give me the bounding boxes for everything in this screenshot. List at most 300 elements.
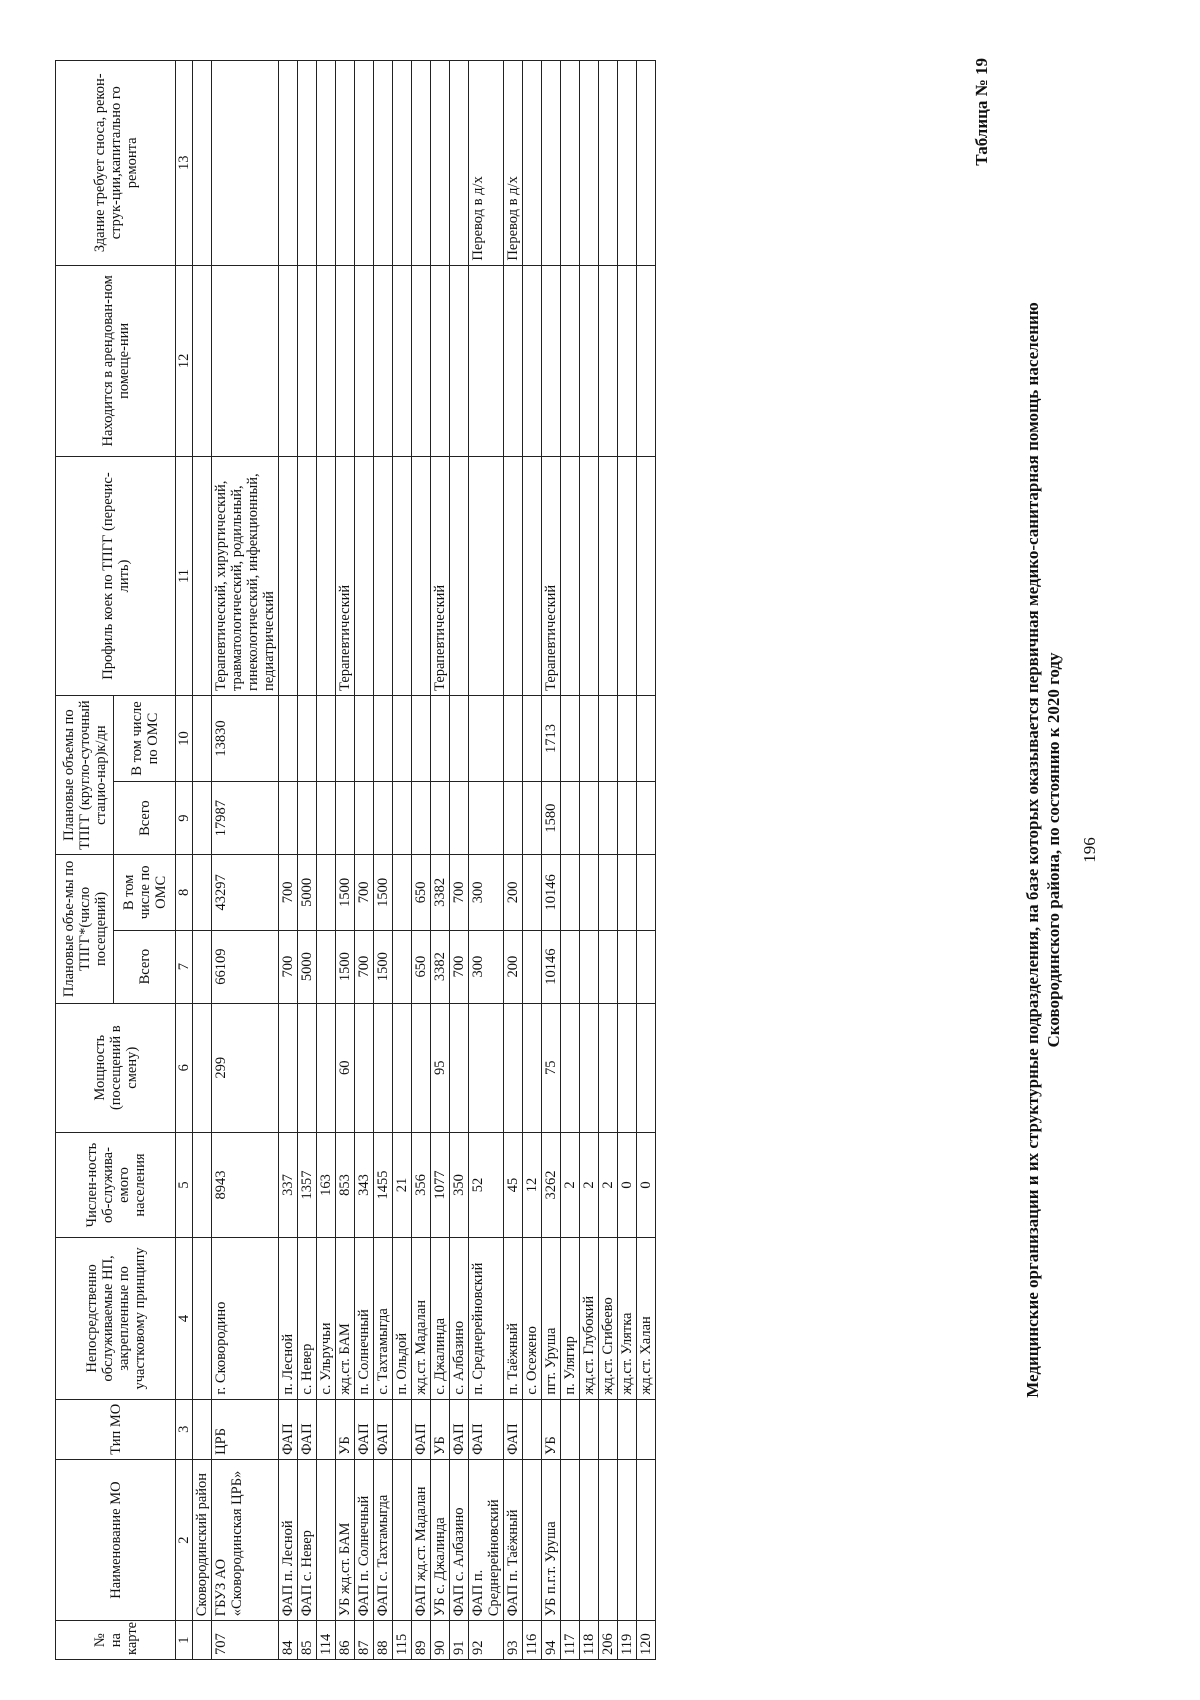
cell-inpatient-total: 1580	[542, 782, 561, 855]
cell-facility-type: ФАП	[355, 1399, 374, 1459]
cell-population: 853	[336, 1132, 355, 1237]
cell-visits-oms	[523, 855, 542, 930]
cell-facility-type	[618, 1399, 637, 1459]
cell-inpatient-total	[580, 782, 599, 855]
cell-inpatient-oms: 13830	[212, 695, 279, 781]
cell-visits-total	[561, 930, 580, 1003]
cell-facility-type	[317, 1399, 336, 1459]
cell-population: 8943	[212, 1132, 279, 1237]
cell-visits-oms: 5000	[298, 855, 317, 930]
cell-capacity	[561, 1003, 580, 1132]
cell-facility-type: УБ	[542, 1399, 561, 1459]
cell-inpatient-total	[336, 782, 355, 855]
cell-visits-total	[317, 930, 336, 1003]
cell-map-number: 707	[212, 1621, 279, 1660]
cell-visits-oms: 700	[355, 855, 374, 930]
cell-facility-name: УБ с. Джалинда	[431, 1459, 450, 1620]
cell-visits-oms: 200	[504, 855, 523, 930]
cell-visits-oms	[393, 855, 412, 930]
table-row	[431, 61, 450, 1660]
cell-population: 12	[523, 1132, 542, 1237]
cell-facility-type	[561, 1399, 580, 1459]
cell-visits-oms: 10146	[542, 855, 561, 930]
cell-map-number: 93	[504, 1621, 523, 1660]
cell-rented	[637, 265, 656, 457]
document-title	[1022, 60, 1064, 1640]
cell-inpatient-oms	[580, 695, 599, 781]
cell-visits-total: 700	[279, 930, 298, 1003]
cell-settlement: п. Солнечный	[355, 1238, 374, 1399]
cell-rented	[412, 265, 431, 457]
column-number: 9	[176, 782, 193, 855]
cell-inpatient-oms: 1713	[542, 695, 561, 781]
cell-rented	[469, 265, 504, 457]
cell-inpatient-oms	[374, 695, 393, 781]
cell-inpatient-oms	[298, 695, 317, 781]
header-bed-profile: Профиль коек по ТПГГ (перечис-лить)	[56, 457, 176, 696]
cell-inpatient-total	[279, 782, 298, 855]
cell-inpatient-oms	[393, 695, 412, 781]
cell-settlement: с. Тахтамыгда	[374, 1238, 393, 1399]
cell-settlement: жд.ст. Улятка	[618, 1238, 637, 1399]
cell-visits-total: 300	[469, 930, 504, 1003]
cell-facility-type: ФАП	[412, 1399, 431, 1459]
cell-facility-name	[599, 1459, 618, 1620]
cell-capacity	[504, 1003, 523, 1132]
cell-rented	[279, 265, 298, 457]
header-type: Тип МО	[56, 1399, 176, 1459]
facilities-table	[55, 60, 656, 1660]
column-number: 12	[176, 265, 193, 457]
cell-repair	[618, 61, 637, 266]
cell-population: 3262	[542, 1132, 561, 1237]
cell-repair	[193, 61, 212, 266]
cell-capacity	[450, 1003, 469, 1132]
column-number: 1	[176, 1621, 193, 1660]
cell-facility-type: ФАП	[504, 1399, 523, 1459]
cell-rented	[374, 265, 393, 457]
cell-settlement: жд.ст. БАМ	[336, 1238, 355, 1399]
cell-population: 1077	[431, 1132, 450, 1237]
cell-inpatient-oms	[279, 695, 298, 781]
cell-capacity	[317, 1003, 336, 1132]
cell-map-number: 91	[450, 1621, 469, 1660]
cell-bed-profile	[504, 457, 523, 696]
cell-facility-name: ФАП с. Албазино	[450, 1459, 469, 1620]
cell-inpatient-total	[374, 782, 393, 855]
cell-inpatient-oms	[412, 695, 431, 781]
cell-inpatient-oms	[450, 695, 469, 781]
cell-bed-profile	[618, 457, 637, 696]
column-number: 6	[176, 1003, 193, 1132]
cell-bed-profile	[580, 457, 599, 696]
cell-capacity	[298, 1003, 317, 1132]
cell-inpatient-oms	[469, 695, 504, 781]
cell-capacity	[637, 1003, 656, 1132]
cell-map-number: 89	[412, 1621, 431, 1660]
cell-inpatient-oms	[504, 695, 523, 781]
cell-rented	[298, 265, 317, 457]
table-row	[412, 61, 431, 1660]
cell-facility-name	[580, 1459, 599, 1620]
cell-rented	[523, 265, 542, 457]
cell-map-number: 90	[431, 1621, 450, 1660]
cell-facility-type	[599, 1399, 618, 1459]
cell-population: 2	[561, 1132, 580, 1237]
cell-visits-total	[618, 930, 637, 1003]
cell-repair	[561, 61, 580, 266]
cell-inpatient-oms	[193, 695, 212, 781]
cell-settlement: с. Джалинда	[431, 1238, 450, 1399]
cell-inpatient-total	[431, 782, 450, 855]
cell-bed-profile	[393, 457, 412, 696]
cell-visits-oms: 43297	[212, 855, 279, 930]
cell-population: 2	[580, 1132, 599, 1237]
cell-population: 45	[504, 1132, 523, 1237]
cell-bed-profile: Терапевтический, хирургический, травматологический, родильный, гинекологический, инфекционный, педиатрический	[212, 457, 279, 696]
cell-visits-oms: 700	[279, 855, 298, 930]
table-row	[469, 61, 504, 1660]
cell-rented	[504, 265, 523, 457]
cell-capacity	[599, 1003, 618, 1132]
cell-visits-total: 1500	[374, 930, 393, 1003]
cell-repair	[393, 61, 412, 266]
cell-visits-total: 1500	[336, 930, 355, 1003]
cell-inpatient-total	[193, 782, 212, 855]
cell-inpatient-total	[523, 782, 542, 855]
column-number: 5	[176, 1132, 193, 1237]
cell-rented	[355, 265, 374, 457]
cell-settlement: с. Албазино	[450, 1238, 469, 1399]
cell-inpatient-oms	[637, 695, 656, 781]
cell-capacity	[618, 1003, 637, 1132]
header-inpatient-total: Всего	[114, 782, 176, 855]
cell-capacity	[393, 1003, 412, 1132]
header-visits-oms: В том числе по ОМС	[114, 855, 176, 930]
cell-capacity	[469, 1003, 504, 1132]
title-line-2: Сковородинского района, по состоянию к 2020 году	[1044, 652, 1063, 1048]
cell-map-number: 206	[599, 1621, 618, 1660]
cell-visits-oms	[580, 855, 599, 930]
cell-facility-name: ФАП п. Солнечный	[355, 1459, 374, 1620]
cell-capacity	[523, 1003, 542, 1132]
table-row	[212, 61, 279, 1660]
cell-facility-type: УБ	[431, 1399, 450, 1459]
cell-visits-oms: 700	[450, 855, 469, 930]
page-number: 196	[1080, 837, 1099, 863]
cell-inpatient-oms	[599, 695, 618, 781]
cell-inpatient-oms	[431, 695, 450, 781]
cell-rented	[580, 265, 599, 457]
cell-facility-type: ФАП	[469, 1399, 504, 1459]
cell-inpatient-total	[450, 782, 469, 855]
cell-settlement: п. Среднерейновский	[469, 1238, 504, 1399]
cell-inpatient-total	[412, 782, 431, 855]
cell-facility-type: УБ	[336, 1399, 355, 1459]
cell-capacity: 75	[542, 1003, 561, 1132]
column-numbers-row	[176, 61, 193, 1660]
cell-settlement: с. Невер	[298, 1238, 317, 1399]
column-number: 10	[176, 695, 193, 781]
cell-facility-type: ФАП	[279, 1399, 298, 1459]
header-name: Наименование МО	[56, 1459, 176, 1620]
cell-rented	[317, 265, 336, 457]
cell-map-number: 88	[374, 1621, 393, 1660]
cell-capacity: 95	[431, 1003, 450, 1132]
column-number: 11	[176, 457, 193, 696]
cell-inpatient-total: 17987	[212, 782, 279, 855]
cell-settlement: жд.ст. Сгибеево	[599, 1238, 618, 1399]
cell-facility-type	[393, 1399, 412, 1459]
header-visits-total: Всего	[114, 930, 176, 1003]
cell-repair	[450, 61, 469, 266]
cell-repair	[599, 61, 618, 266]
table-row	[637, 61, 656, 1660]
title-line-1: Медицинские организации и их структурные подразделения, на базе которых оказывается первичная медико-санитарная помощь населению	[1023, 302, 1042, 1398]
cell-repair	[523, 61, 542, 266]
cell-settlement: п. Улягир	[561, 1238, 580, 1399]
cell-visits-total	[599, 930, 618, 1003]
cell-facility-name: ГБУЗ АО «Сковородинская ЦРБ»	[212, 1459, 279, 1620]
cell-facility-name: УБ жд.ст. БАМ	[336, 1459, 355, 1620]
cell-map-number: 86	[336, 1621, 355, 1660]
cell-map-number: 114	[317, 1621, 336, 1660]
cell-map-number: 119	[618, 1621, 637, 1660]
cell-visits-oms	[599, 855, 618, 930]
cell-settlement: п. Таёжный	[504, 1238, 523, 1399]
column-number: 8	[176, 855, 193, 930]
cell-inpatient-oms	[317, 695, 336, 781]
cell-facility-name	[637, 1459, 656, 1620]
cell-bed-profile	[637, 457, 656, 696]
cell-population: 52	[469, 1132, 504, 1237]
cell-visits-total: 5000	[298, 930, 317, 1003]
cell-rented	[431, 265, 450, 457]
cell-inpatient-total	[561, 782, 580, 855]
table-body	[193, 61, 656, 1660]
table-row	[542, 61, 561, 1660]
cell-inpatient-total	[393, 782, 412, 855]
cell-population: 21	[393, 1132, 412, 1237]
cell-repair	[580, 61, 599, 266]
cell-repair	[431, 61, 450, 266]
cell-bed-profile	[374, 457, 393, 696]
cell-facility-name: Сковородинский район	[193, 1459, 212, 1620]
cell-inpatient-total	[618, 782, 637, 855]
cell-repair	[298, 61, 317, 266]
cell-facility-name	[618, 1459, 637, 1620]
cell-facility-type: ФАП	[298, 1399, 317, 1459]
table-row	[450, 61, 469, 1660]
cell-facility-type	[637, 1399, 656, 1459]
cell-facility-name: ФАП с. Тахтамыгда	[374, 1459, 393, 1620]
cell-visits-total	[193, 930, 212, 1003]
cell-facility-name	[561, 1459, 580, 1620]
cell-bed-profile	[523, 457, 542, 696]
cell-population: 350	[450, 1132, 469, 1237]
cell-rented	[618, 265, 637, 457]
cell-facility-type	[523, 1399, 542, 1459]
table-row	[523, 61, 542, 1660]
cell-facility-type	[580, 1399, 599, 1459]
cell-bed-profile: Терапевтический	[431, 457, 450, 696]
cell-repair: Перевод в д/х	[504, 61, 523, 266]
cell-rented	[599, 265, 618, 457]
header-inpatient: Плановые объемы по ТПГГ (кругло-суточный стацио-нар)к/дн	[56, 695, 114, 854]
cell-visits-oms	[637, 855, 656, 930]
cell-population	[193, 1132, 212, 1237]
cell-visits-oms	[193, 855, 212, 930]
cell-population: 337	[279, 1132, 298, 1237]
table-row	[393, 61, 412, 1660]
cell-rented	[561, 265, 580, 457]
cell-visits-total: 10146	[542, 930, 561, 1003]
cell-visits-oms: 300	[469, 855, 504, 930]
cell-repair	[374, 61, 393, 266]
cell-visits-total: 650	[412, 930, 431, 1003]
cell-visits-oms	[618, 855, 637, 930]
cell-map-number: 116	[523, 1621, 542, 1660]
cell-population: 1455	[374, 1132, 393, 1237]
cell-visits-total: 200	[504, 930, 523, 1003]
column-number: 2	[176, 1459, 193, 1620]
cell-visits-total	[393, 930, 412, 1003]
table-row	[298, 61, 317, 1660]
cell-visits-total: 66109	[212, 930, 279, 1003]
cell-capacity	[279, 1003, 298, 1132]
cell-repair	[542, 61, 561, 266]
cell-inpatient-oms	[618, 695, 637, 781]
cell-capacity: 60	[336, 1003, 355, 1132]
cell-population: 163	[317, 1132, 336, 1237]
cell-facility-name	[317, 1459, 336, 1620]
cell-bed-profile	[193, 457, 212, 696]
cell-capacity	[412, 1003, 431, 1132]
cell-map-number: 87	[355, 1621, 374, 1660]
cell-map-number: 92	[469, 1621, 504, 1660]
cell-visits-total	[580, 930, 599, 1003]
cell-population: 0	[618, 1132, 637, 1237]
cell-repair: Перевод в д/х	[469, 61, 504, 266]
table-row	[599, 61, 618, 1660]
cell-inpatient-total	[355, 782, 374, 855]
cell-population: 2	[599, 1132, 618, 1237]
header-inpatient-oms: В том числе по ОМС	[114, 695, 176, 781]
cell-rented	[542, 265, 561, 457]
cell-bed-profile	[561, 457, 580, 696]
table-row	[561, 61, 580, 1660]
cell-facility-name	[523, 1459, 542, 1620]
cell-bed-profile	[355, 457, 374, 696]
header-visits: Плановые объе-мы по ТПГГ*(число посещений)	[56, 855, 114, 1003]
cell-map-number: 118	[580, 1621, 599, 1660]
table-row	[504, 61, 523, 1660]
header-rented: Находится в арендован-ном помеще-нии	[56, 265, 176, 457]
cell-settlement: п. Лесной	[279, 1238, 298, 1399]
header-settlements: Непосредственно обслуживаемые НП, закрепленные по участковому принципу	[56, 1238, 176, 1399]
cell-bed-profile	[599, 457, 618, 696]
cell-facility-name: УБ п.г.т. Уруша	[542, 1459, 561, 1620]
column-number: 3	[176, 1399, 193, 1459]
cell-inpatient-total	[469, 782, 504, 855]
cell-capacity	[580, 1003, 599, 1132]
cell-population: 343	[355, 1132, 374, 1237]
cell-inpatient-oms	[523, 695, 542, 781]
cell-facility-type: ЦРБ	[212, 1399, 279, 1459]
header-capacity: Мощность (посещений в смену)	[56, 1003, 176, 1132]
cell-bed-profile	[450, 457, 469, 696]
cell-rented	[212, 265, 279, 457]
cell-bed-profile	[412, 457, 431, 696]
column-number: 7	[176, 930, 193, 1003]
cell-bed-profile: Терапевтический	[336, 457, 355, 696]
table-label: Таблица № 19	[972, 58, 991, 166]
table-row	[618, 61, 637, 1660]
cell-rented	[450, 265, 469, 457]
cell-capacity: 299	[212, 1003, 279, 1132]
cell-inpatient-total	[298, 782, 317, 855]
cell-settlement: г. Сковородино	[212, 1238, 279, 1399]
table-row	[336, 61, 355, 1660]
header-repair: Здание требует сноса, рекон-струк-ции,капитально го ремонта	[56, 61, 176, 266]
table-row	[580, 61, 599, 1660]
header-population: Числен-ность об-служива-емого населения	[56, 1132, 176, 1237]
cell-visits-oms: 1500	[374, 855, 393, 930]
cell-settlement	[193, 1238, 212, 1399]
cell-visits-total: 3382	[431, 930, 450, 1003]
cell-visits-oms	[561, 855, 580, 930]
cell-inpatient-total	[599, 782, 618, 855]
cell-settlement: с. Осежено	[523, 1238, 542, 1399]
table-row	[193, 61, 212, 1660]
cell-map-number: 85	[298, 1621, 317, 1660]
cell-facility-name: ФАП п. Таёжный	[504, 1459, 523, 1620]
cell-bed-profile	[317, 457, 336, 696]
cell-facility-name: ФАП п. Лесной	[279, 1459, 298, 1620]
cell-visits-oms: 3382	[431, 855, 450, 930]
cell-inpatient-oms	[355, 695, 374, 781]
cell-population: 1357	[298, 1132, 317, 1237]
cell-facility-name: ФАП жд.ст. Мадалан	[412, 1459, 431, 1620]
cell-settlement: пгт. Уруша	[542, 1238, 561, 1399]
cell-repair	[317, 61, 336, 266]
cell-inpatient-total	[317, 782, 336, 855]
cell-capacity	[355, 1003, 374, 1132]
cell-repair	[336, 61, 355, 266]
cell-visits-oms: 650	[412, 855, 431, 930]
cell-bed-profile: Терапевтический	[542, 457, 561, 696]
cell-settlement: с. Ульручьи	[317, 1238, 336, 1399]
cell-rented	[193, 265, 212, 457]
cell-visits-total: 700	[450, 930, 469, 1003]
cell-capacity	[374, 1003, 393, 1132]
cell-facility-name: ФАП с. Невер	[298, 1459, 317, 1620]
cell-repair	[279, 61, 298, 266]
cell-facility-type: ФАП	[374, 1399, 393, 1459]
cell-rented	[336, 265, 355, 457]
cell-map-number: 117	[561, 1621, 580, 1660]
cell-capacity	[193, 1003, 212, 1132]
table-row	[279, 61, 298, 1660]
cell-rented	[393, 265, 412, 457]
cell-settlement: п. Ольдой	[393, 1238, 412, 1399]
cell-population: 0	[637, 1132, 656, 1237]
cell-visits-oms: 1500	[336, 855, 355, 930]
cell-inpatient-oms	[336, 695, 355, 781]
cell-visits-total: 700	[355, 930, 374, 1003]
cell-facility-name: ФАП п. Среднерейновский	[469, 1459, 504, 1620]
cell-bed-profile	[279, 457, 298, 696]
